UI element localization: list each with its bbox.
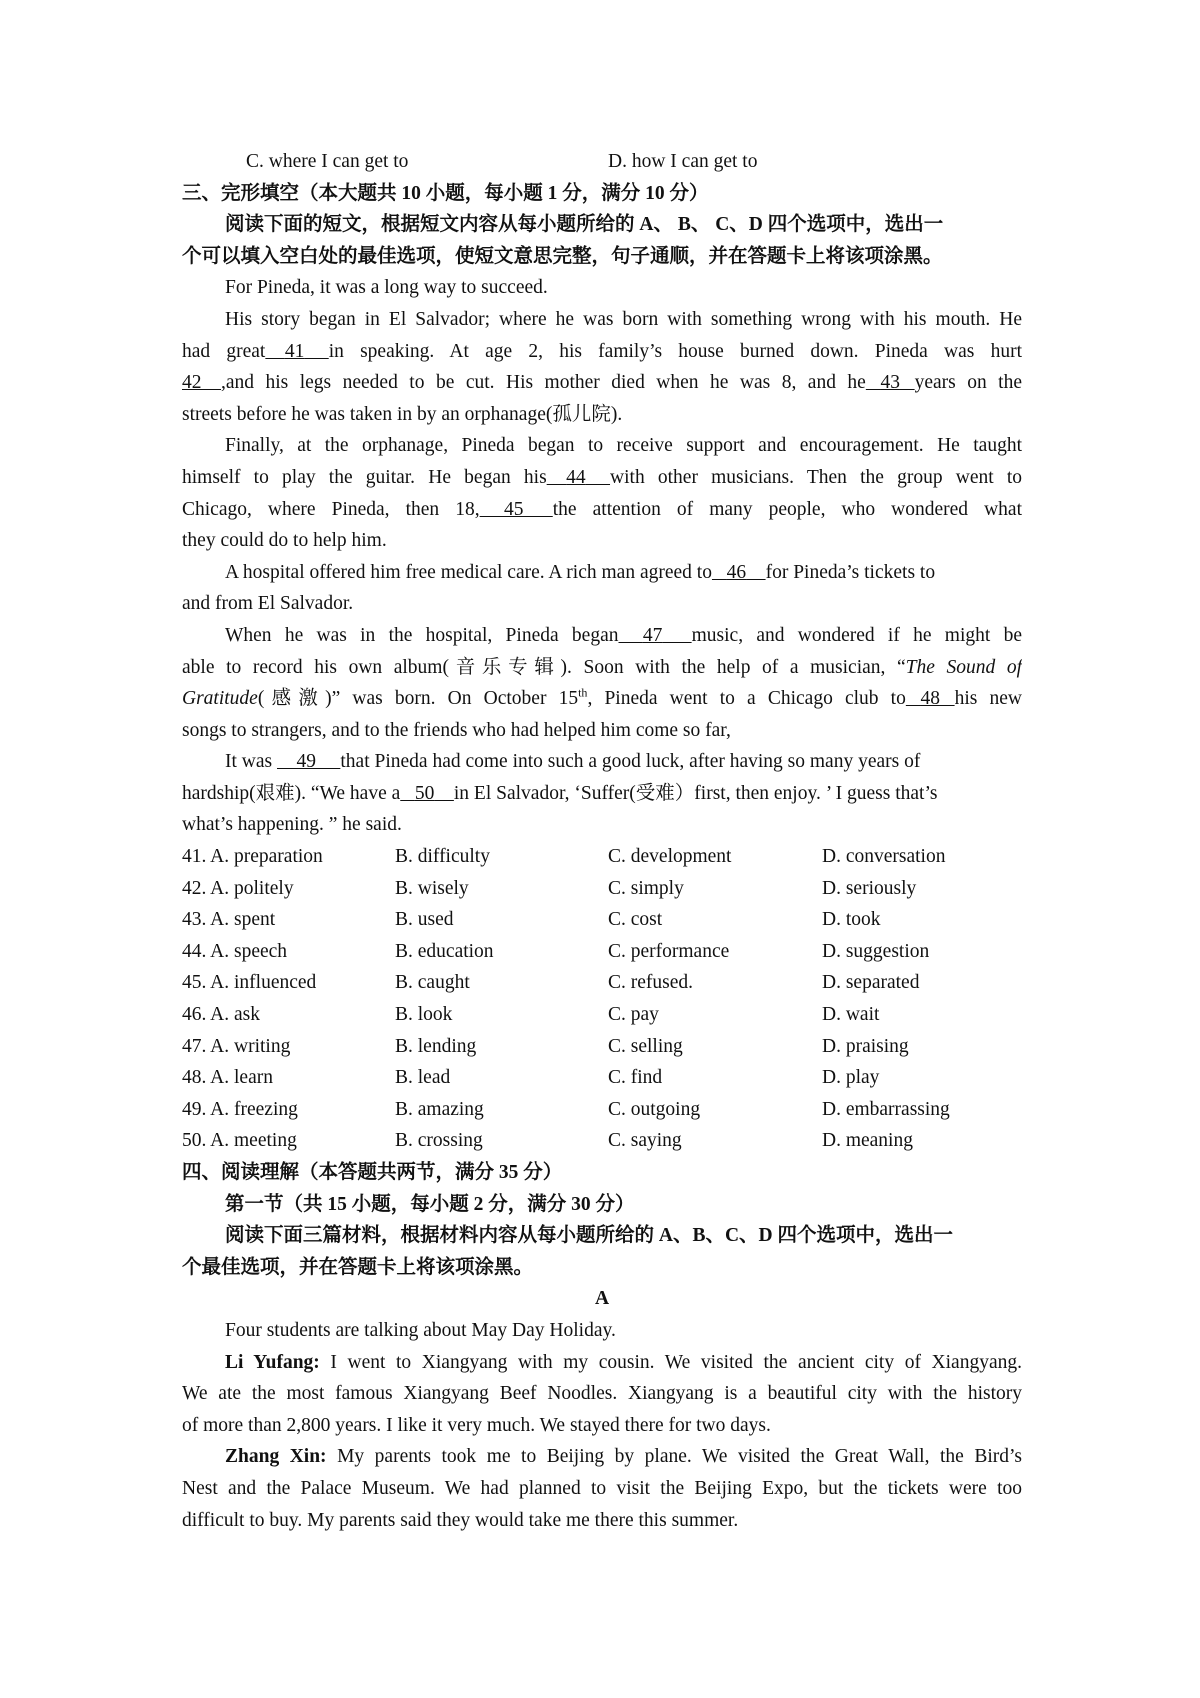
passage-line: It was 49 that Pineda had come into such a good luck, after having so many years of	[182, 746, 1022, 778]
question-options: 43. A. spent B. used C. cost D. took	[182, 909, 881, 931]
passage-line: and from El Salvador.	[182, 593, 354, 615]
blank-49: 49	[296, 751, 316, 773]
reading-heading: 四、阅读理解（本答题共两节，满分 35 分）	[182, 1162, 563, 1183]
passage-label: A	[594, 1288, 610, 1310]
passage-line: songs to strangers, and to the friends who had helped him come so far,	[182, 719, 731, 741]
question-options: 46. A. ask B. look C. pay D. wait	[182, 1004, 880, 1026]
question-options: 44. A. speech B. education C. performance D. suggestion	[182, 940, 930, 962]
passage-line: Finally, at the orphanage, Pineda began to receive support and encouragement. He taught	[225, 435, 1022, 457]
passage-line: what’s happening. ” he said.	[182, 814, 402, 836]
reading-intro: Four students are talking about May Day Holiday.	[225, 1319, 616, 1341]
blank-41: 41	[284, 340, 305, 362]
blank-47: 47	[642, 624, 663, 646]
blank-46: 46	[726, 561, 747, 583]
question-options: 47. A. writing B. lending C. selling D. praising	[182, 1035, 909, 1057]
question-options: 42. A. politely B. wisely C. simply D. seriously	[182, 877, 917, 899]
cloze-instruction-2: 个可以填入空白处的最佳选项，使短文意思完整，句子通顺，并在答题卡上将该项涂黑。	[182, 245, 943, 267]
passage-line: Gratitude(感激)” was born. On October 15th, Pineda went to a Chicago club to 48 his new	[182, 683, 1022, 715]
reading-instruction-1: 阅读下面三篇材料，根据材料内容从每小题所给的 A、B、C、D 四个选项中，选出一	[225, 1225, 954, 1247]
option-c: C. where I can get to	[246, 151, 409, 172]
passage-line: they could do to help him.	[182, 530, 387, 552]
blank-45: 45	[504, 498, 524, 520]
passage-line: had great 41 in speaking. At age 2, his family’s house burned down. Pineda was hurt	[182, 336, 1022, 368]
passage-line: Chicago, where Pineda, then 18, 45 the attention of many people, who wondered what	[182, 494, 1022, 526]
question-options: 41. A. preparation B. difficulty C. development D. conversation	[182, 846, 946, 868]
exam-page	[182, 146, 1022, 1536]
speaker-line: of more than 2,800 years. I like it very much. We stayed there for two days.	[182, 1414, 771, 1436]
reading-section-title: 第一节（共 15 小题，每小题 2 分，满分 30 分）	[225, 1193, 635, 1215]
passage-line: A hospital offered him free medical care. A rich man agreed to 46 for Pineda’s tickets to	[182, 557, 1022, 589]
blank-50: 50	[414, 782, 435, 804]
blank-42: 42	[182, 372, 202, 394]
speaker-line: Nest and the Palace Museum. We had planned to visit the Beijing Expo, but the tickets were too	[182, 1477, 1022, 1499]
speaker-line: Li Yufang: I went to Xiangyang with my cousin. We visited the ancient city of Xiangyang.	[225, 1351, 1022, 1373]
speaker-line: difficult to buy. My parents said they would take me there this summer.	[182, 1509, 739, 1531]
blank-48: 48	[920, 688, 940, 710]
cloze-heading: 三、完形填空（本大题共 10 小题，每小题 1 分，满分 10 分）	[182, 182, 709, 204]
speaker-name: Li Yufang:	[225, 1351, 320, 1373]
blank-44: 44	[566, 466, 586, 488]
passage-line: hardship(艰难). “We have a 50 in El Salvador, ‘Suffer(受难）first, then enjoy. ’ I guess that’s	[182, 778, 1022, 810]
speaker-line: We ate the most famous Xiangyang Beef Noodles. Xiangyang is a beautiful city with the history	[182, 1383, 1022, 1405]
passage-line: 42 ,and his legs needed to be cut. His mother died when he was 8, and he 43 years on the	[182, 367, 1022, 399]
passage-line: able to record his own album(音乐专辑). Soon with the help of a musician, “The Sound of	[182, 656, 1022, 678]
passage-line: himself to play the guitar. He began his 44 with other musicians. Then the group went to	[182, 462, 1022, 494]
speaker-line: Zhang Xin: My parents took me to Beijing by plane. We visited the Great Wall, the Bird’s	[225, 1446, 1022, 1468]
question-options: 49. A. freezing B. amazing C. outgoing D. embarrassing	[182, 1098, 950, 1120]
question-options: 48. A. learn B. lead C. find D. play	[182, 1067, 880, 1089]
question-options: 45. A. influenced B. caught C. refused. D. separated	[182, 972, 920, 994]
cloze-instruction-1: 阅读下面的短文，根据短文内容从每小题所给的 A、 B、 C、D 四个选项中，选出一	[225, 214, 944, 236]
passage-line: For Pineda, it was a long way to succeed.	[225, 277, 548, 299]
prev-question-options	[182, 146, 1022, 178]
passage-line: When he was in the hospital, Pineda began 47 music, and wondered if he might be	[182, 620, 1022, 652]
passage-line: His story began in El Salvador; where he was born with something wrong with his mouth. He	[225, 308, 1022, 330]
reading-instruction-2: 个最佳选项，并在答题卡上将该项涂黑。	[182, 1256, 534, 1278]
question-options: 50. A. meeting B. crossing C. saying D. meaning	[182, 1130, 913, 1152]
blank-43: 43	[880, 372, 900, 394]
option-d: D. how I can get to	[608, 151, 758, 172]
passage-line: streets before he was taken in by an orphanage(孤儿院).	[182, 403, 623, 425]
speaker-name: Zhang Xin:	[225, 1446, 327, 1468]
